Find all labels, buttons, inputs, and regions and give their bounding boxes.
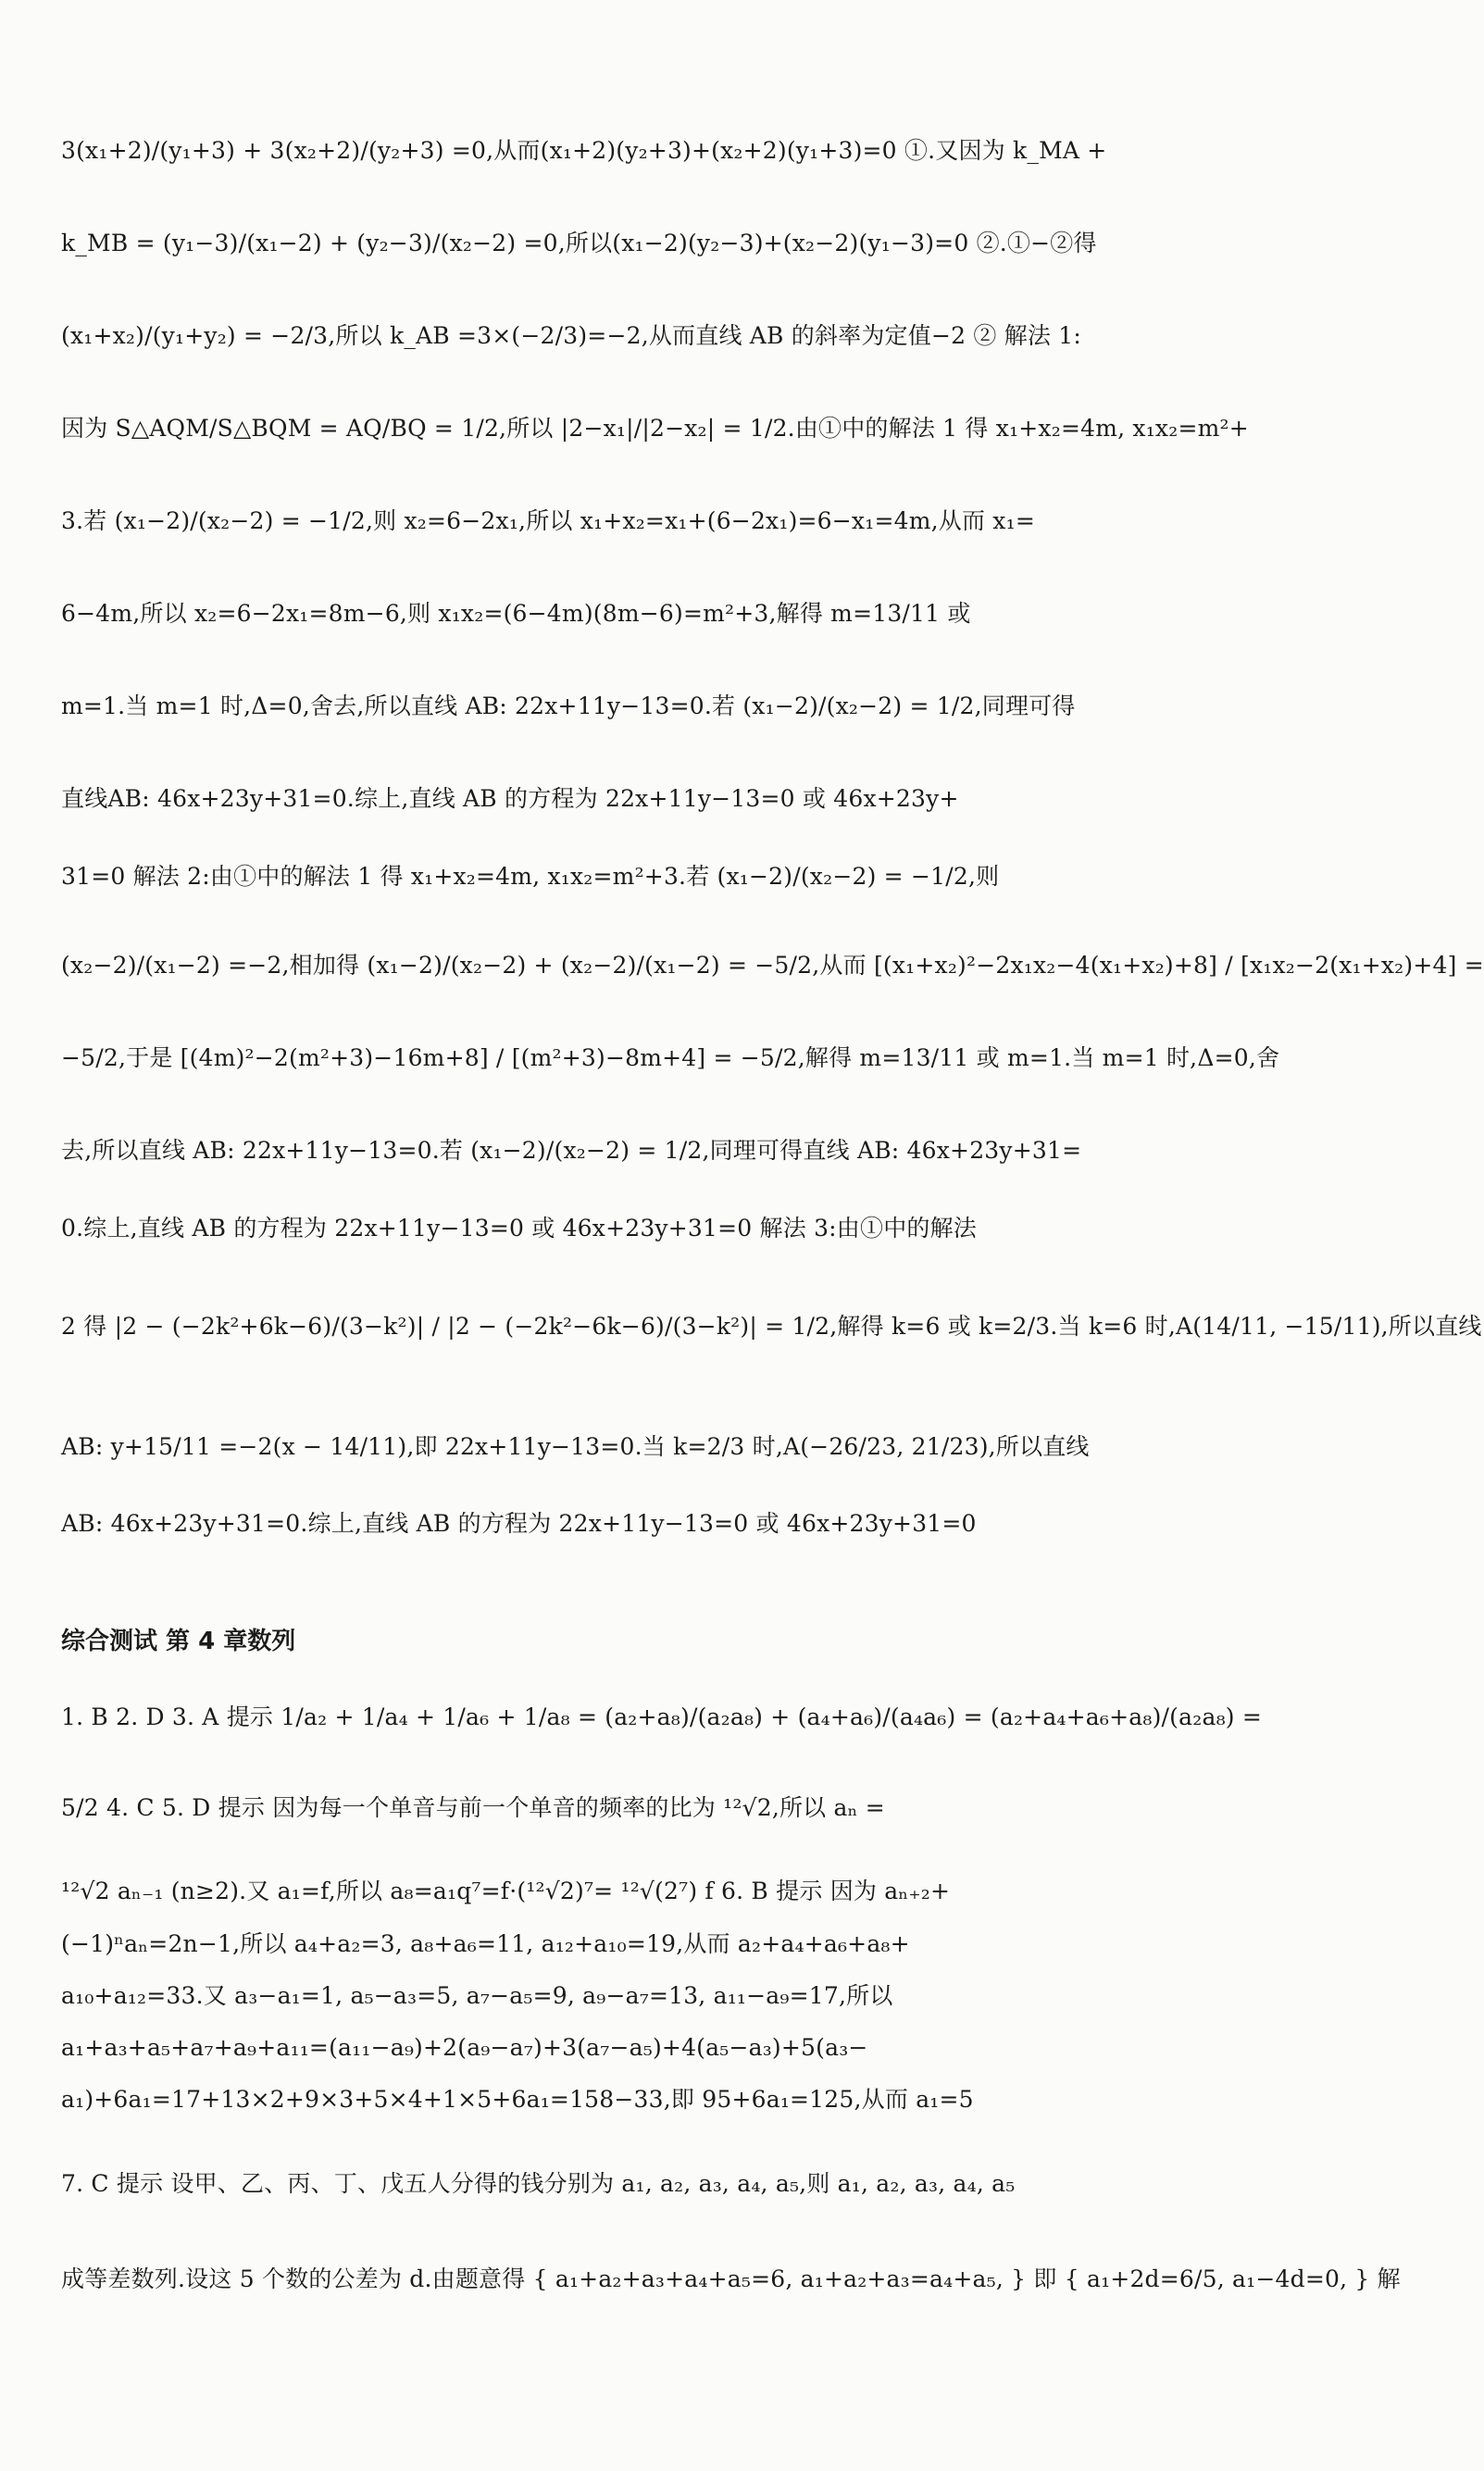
text-line: 3.若 (x₁−2)/(x₂−2) = −1/2,则 x₂=6−2x₁,所以 x₁+x₂=x₁+(6−2x₁)=6−x₁=4m,从而 x₁= — [61, 507, 1035, 534]
text-line: a₁+a₃+a₅+a₇+a₉+a₁₁=(a₁₁−a₉)+2(a₉−a₇)+3(a₇−a₅)+4(a₅−a₃)+5(a₃− — [61, 2034, 868, 2061]
text-line: 成等差数列.设这 5 个数的公差为 d.由题意得 { a₁+a₂+a₃+a₄+a₅=6, a₁+a₂+a₃=a₄+a₅, } 即 { a₁+2d=6/5, a₁−4d=0, } 解 — [61, 2265, 1401, 2292]
text-line: k_MB = (y₁−3)/(x₁−2) + (y₂−3)/(x₂−2) =0,所以(x₁−2)(y₂−3)+(x₂−2)(y₁−3)=0 ②.①−②得 — [61, 230, 1097, 256]
text-line: −5/2,于是 [(4m)²−2(m²+3)−16m+8] / [(m²+3)−8m+4] = −5/2,解得 m=13/11 或 m=1.当 m=1 时,Δ=0,舍 — [61, 1044, 1280, 1071]
text-line: a₁)+6a₁=17+13×2+9×3+5×4+1×5+6a₁=158−33,即 95+6a₁=125,从而 a₁=5 — [61, 2086, 974, 2113]
text-line: (x₁+x₂)/(y₁+y₂) = −2/3,所以 k_AB =3×(−2/3)=−2,从而直线 AB 的斜率为定值−2 ② 解法 1: — [61, 322, 1081, 349]
text-line: (−1)ⁿaₙ=2n−1,所以 a₄+a₂=3, a₈+a₆=11, a₁₂+a₁₀=19,从而 a₂+a₄+a₆+a₈+ — [61, 1930, 910, 1957]
text-line: ¹²√2 aₙ₋₁ (n≥2).又 a₁=f,所以 a₈=a₁q⁷=f·(¹²√2)⁷= ¹²√(2⁷) f 6. B 提示 因为 aₙ₊₂+ — [61, 1878, 951, 1904]
text-line: AB: 46x+23y+31=0.综上,直线 AB 的方程为 22x+11y−13=0 或 46x+23y+31=0 — [61, 1510, 977, 1537]
text-line: 2 得 |2 − (−2k²+6k−6)/(3−k²)| / |2 − (−2k²−6k−6)/(3−k²)| = 1/2,解得 k=6 或 k=2/3.当 k=6 时,A(14/11, −15/11),所以直线 — [61, 1313, 1482, 1340]
text-line: m=1.当 m=1 时,Δ=0,舍去,所以直线 AB: 22x+11y−13=0.若 (x₁−2)/(x₂−2) = 1/2,同理可得 — [61, 693, 1076, 719]
text-line: AB: y+15/11 =−2(x − 14/11),即 22x+11y−13=0.当 k=2/3 时,A(−26/23, 21/23),所以直线 — [61, 1433, 1090, 1460]
text-line: a₁₀+a₁₂=33.又 a₃−a₁=1, a₅−a₃=5, a₇−a₅=9, a₉−a₇=13, a₁₁−a₉=17,所以 — [61, 1982, 893, 2009]
text-line: 因为 S△AQM/S△BQM = AQ/BQ = 1/2,所以 |2−x₁|/|2−x₂| = 1/2.由①中的解法 1 得 x₁+x₂=4m, x₁x₂=m²+ — [61, 415, 1249, 442]
text-line: 3(x₁+2)/(y₁+3) + 3(x₂+2)/(y₂+3) =0,从而(x₁+2)(y₂+3)+(x₂+2)(y₁+3)=0 ①.又因为 k_MA + — [61, 137, 1107, 164]
text-line: 去,所以直线 AB: 22x+11y−13=0.若 (x₁−2)/(x₂−2) = 1/2,同理可得直线 AB: 46x+23y+31= — [61, 1137, 1082, 1164]
text-line: 0.综上,直线 AB 的方程为 22x+11y−13=0 或 46x+23y+31=0 解法 3:由①中的解法 — [61, 1215, 977, 1242]
text-line: 1. B 2. D 3. A 提示 1/a₂ + 1/a₄ + 1/a₆ + 1/a₈ = (a₂+a₈)/(a₂a₈) + (a₄+a₆)/(a₄a₆) = (a₂+a₄+a₆+a₈)/(a₂a₈) = — [61, 1703, 1263, 1730]
text-line: 31=0 解法 2:由①中的解法 1 得 x₁+x₂=4m, x₁x₂=m²+3.若 (x₁−2)/(x₂−2) = −1/2,则 — [61, 863, 1000, 890]
text-line: (x₂−2)/(x₁−2) =−2,相加得 (x₁−2)/(x₂−2) + (x₂−2)/(x₁−2) = −5/2,从而 [(x₁+x₂)²−2x₁x₂−4(x₁+x₂)+8] / [x₁x₂−2(x₁+x₂)+4] = — [61, 952, 1484, 979]
text-line: 5/2 4. C 5. D 提示 因为每一个单音与前一个单音的频率的比为 ¹²√2,所以 aₙ = — [61, 1794, 885, 1821]
section-title: 综合测试 第 4 章数列 — [61, 1628, 296, 1655]
text-line: 7. C 提示 设甲、乙、丙、丁、戊五人分得的钱分别为 a₁, a₂, a₃, a₄, a₅,则 a₁, a₂, a₃, a₄, a₅ — [61, 2170, 1016, 2197]
text-line: 6−4m,所以 x₂=6−2x₁=8m−6,则 x₁x₂=(6−4m)(8m−6)=m²+3,解得 m=13/11 或 — [61, 600, 971, 627]
text-line: 直线AB: 46x+23y+31=0.综上,直线 AB 的方程为 22x+11y−13=0 或 46x+23y+ — [61, 785, 959, 812]
